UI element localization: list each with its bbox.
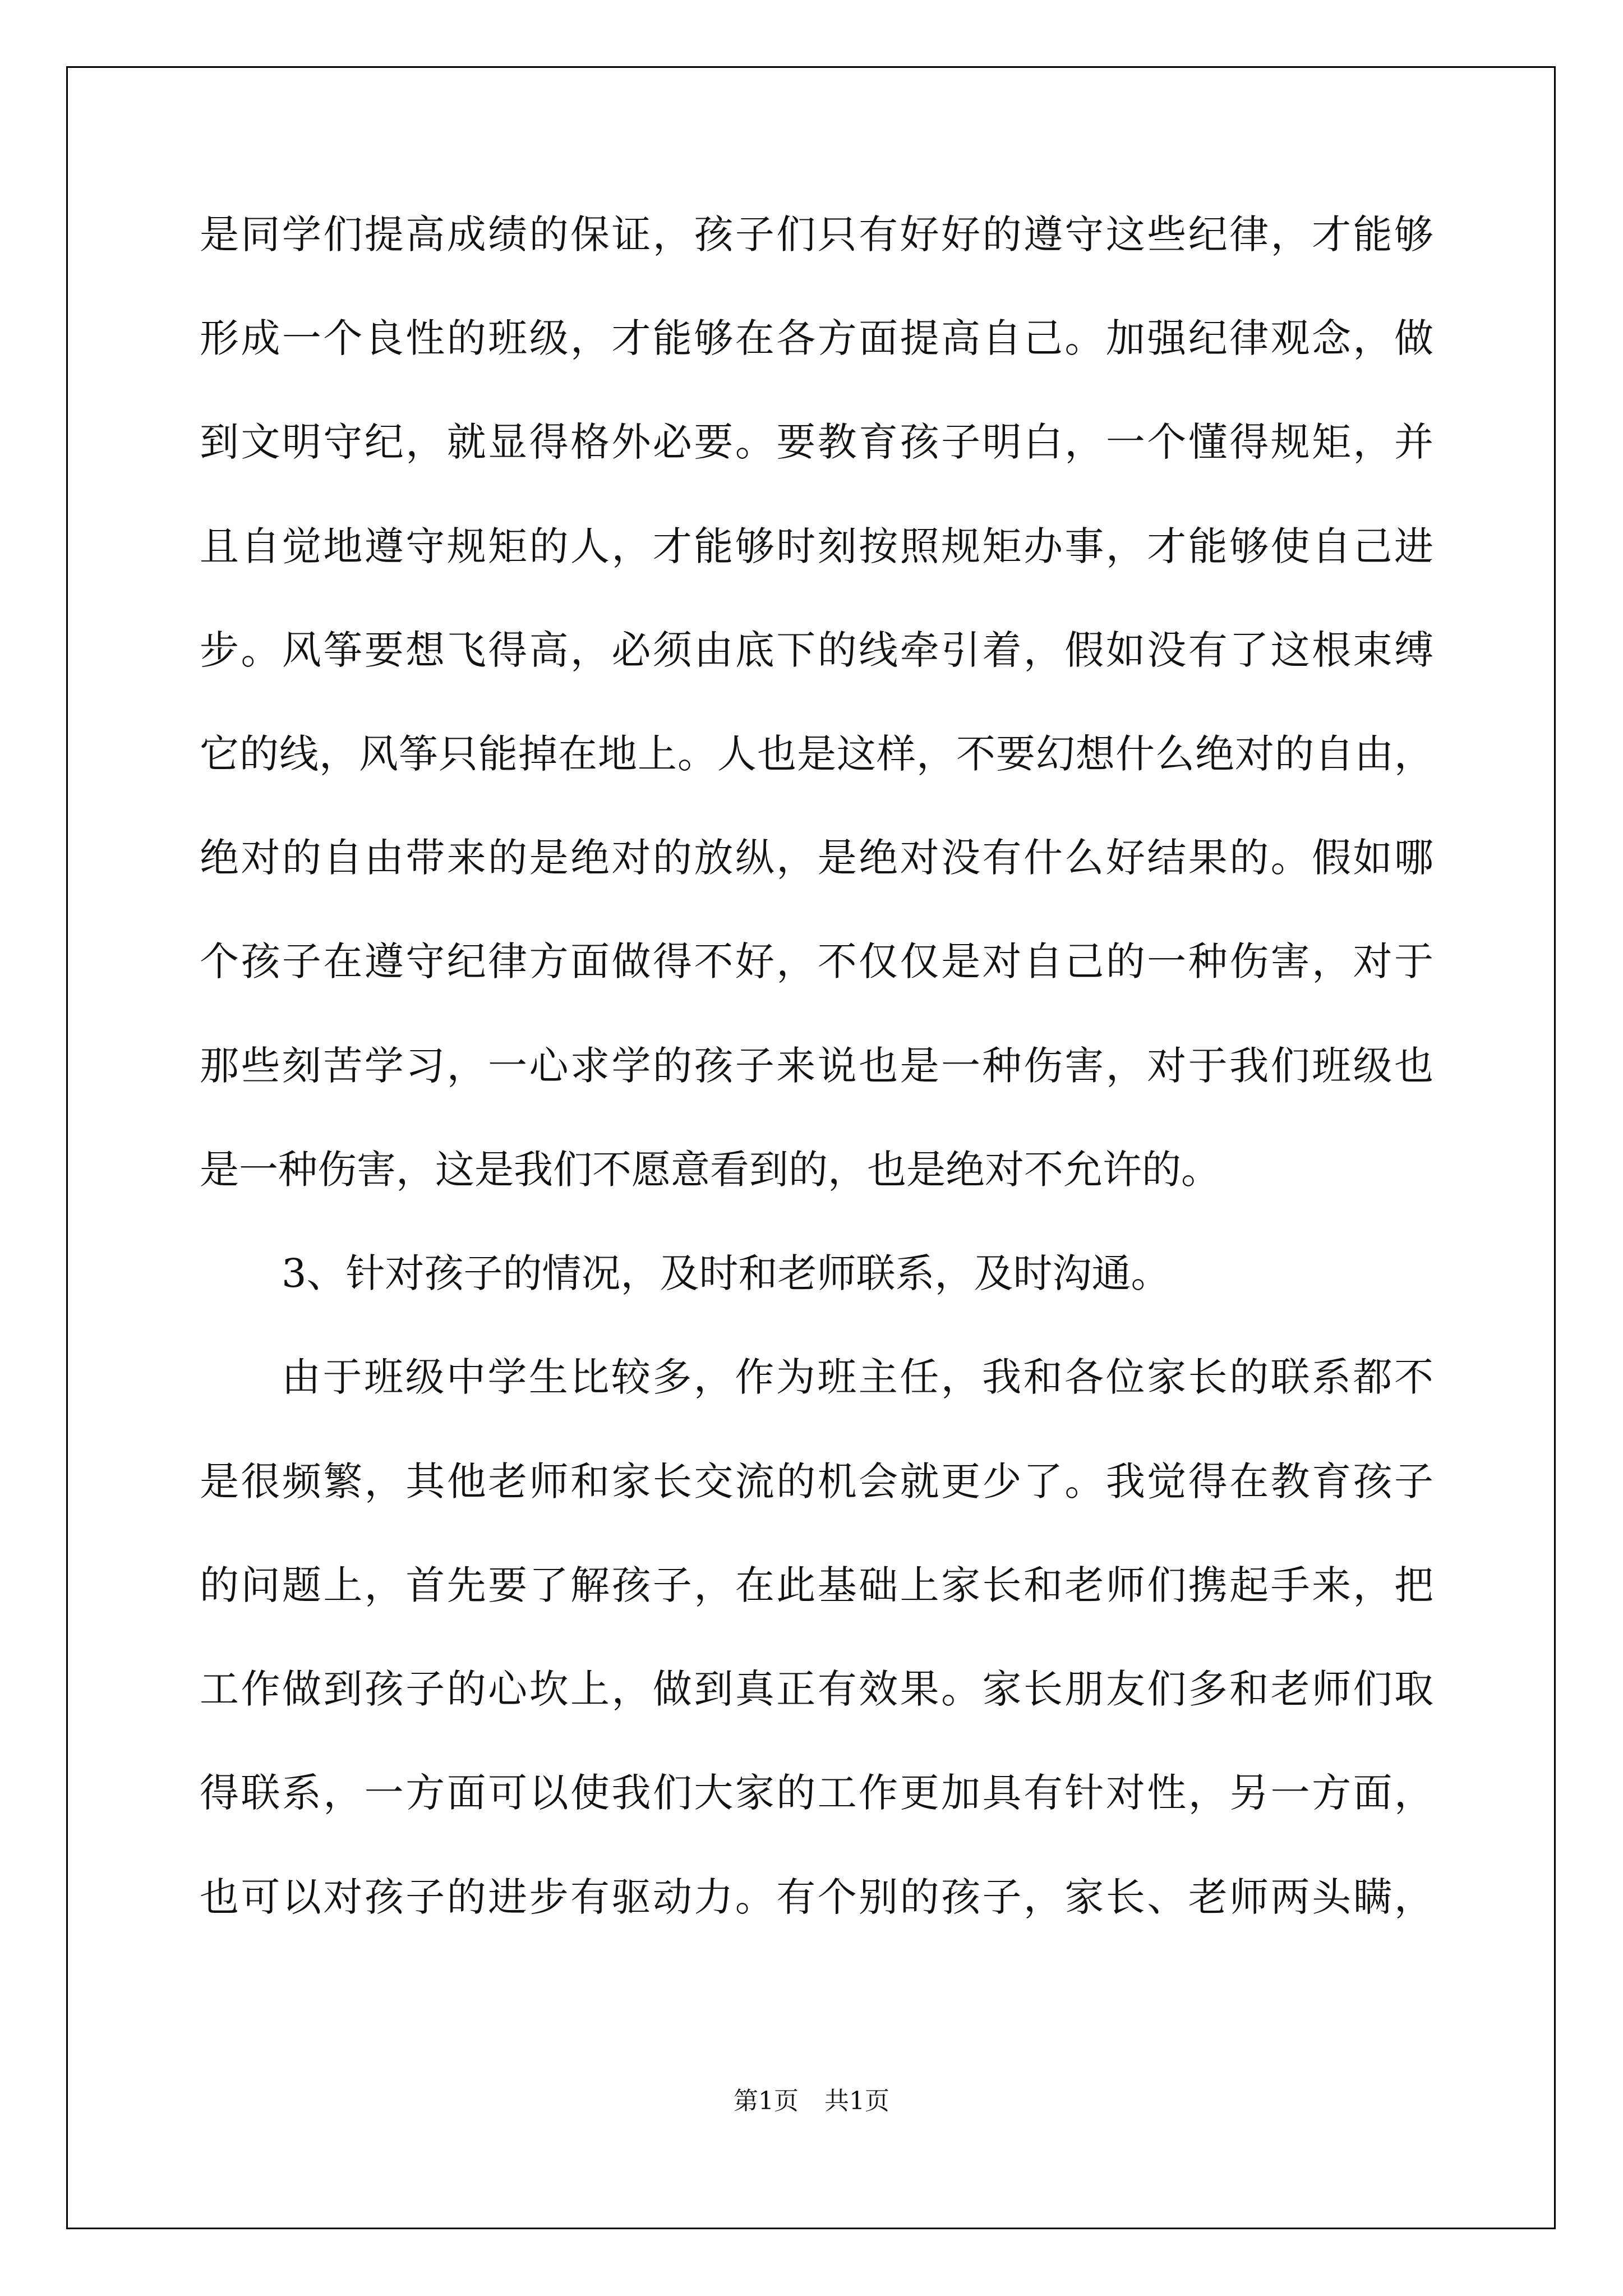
text-line: 是同学们提高成绩的保证，孩子们只有好好的遵守这些纪律，才能够 xyxy=(200,211,1433,257)
text-line: 由于班级中学生比较多，作为班主任，我和各位家长的联系都不 xyxy=(282,1354,1433,1400)
text-line: 且自觉地遵守规矩的人，才能够时刻按照规矩办事，才能够使自己进 xyxy=(200,523,1433,569)
text-line: 的问题上，首先要了解孩子，在此基础上家长和老师们携起手来，把 xyxy=(200,1562,1433,1608)
text-line: 到文明守纪，就显得格外必要。要教育孩子明白，一个懂得规矩，并 xyxy=(200,419,1433,465)
text-line: 它的线，风筝只能掉在地上。人也是这样，不要幻想什么绝对的自由， xyxy=(200,731,1433,777)
text-line: 步。风筝要想飞得高，必须由底下的线牵引着，假如没有了这根束缚 xyxy=(200,627,1433,673)
text-line: 绝对的自由带来的是绝对的放纵，是绝对没有什么好结果的。假如哪 xyxy=(200,835,1433,881)
page-footer xyxy=(0,2086,1623,2117)
text-line: 那些刻苦学习，一心求学的孩子来说也是一种伤害，对于我们班级也 xyxy=(200,1043,1433,1089)
text-line: 也可以对孩子的进步有驱动力。有个别的孩子，家长、老师两头瞒， xyxy=(200,1874,1433,1920)
text-line: 工作做到孩子的心坎上，做到真正有效果。家长朋友们多和老师们取 xyxy=(200,1666,1433,1712)
page-number: 第1页 xyxy=(734,2087,799,2115)
text-line: 形成一个良性的班级，才能够在各方面提高自己。加强纪律观念，做 xyxy=(200,315,1433,361)
text-line: 是很频繁，其他老师和家长交流的机会就更少了。我觉得在教育孩子 xyxy=(200,1458,1433,1504)
section-heading: 3、针对孩子的情况，及时和老师联系，及时沟通。 xyxy=(282,1250,1170,1296)
text-line: 个孩子在遵守纪律方面做得不好，不仅仅是对自己的一种伤害，对于 xyxy=(200,938,1433,984)
page-total: 共1页 xyxy=(824,2087,889,2115)
text-line: 是一种伤害，这是我们不愿意看到的，也是绝对不允许的。 xyxy=(200,1147,1220,1193)
text-line: 得联系，一方面可以使我们大家的工作更加具有针对性，另一方面， xyxy=(200,1770,1433,1816)
